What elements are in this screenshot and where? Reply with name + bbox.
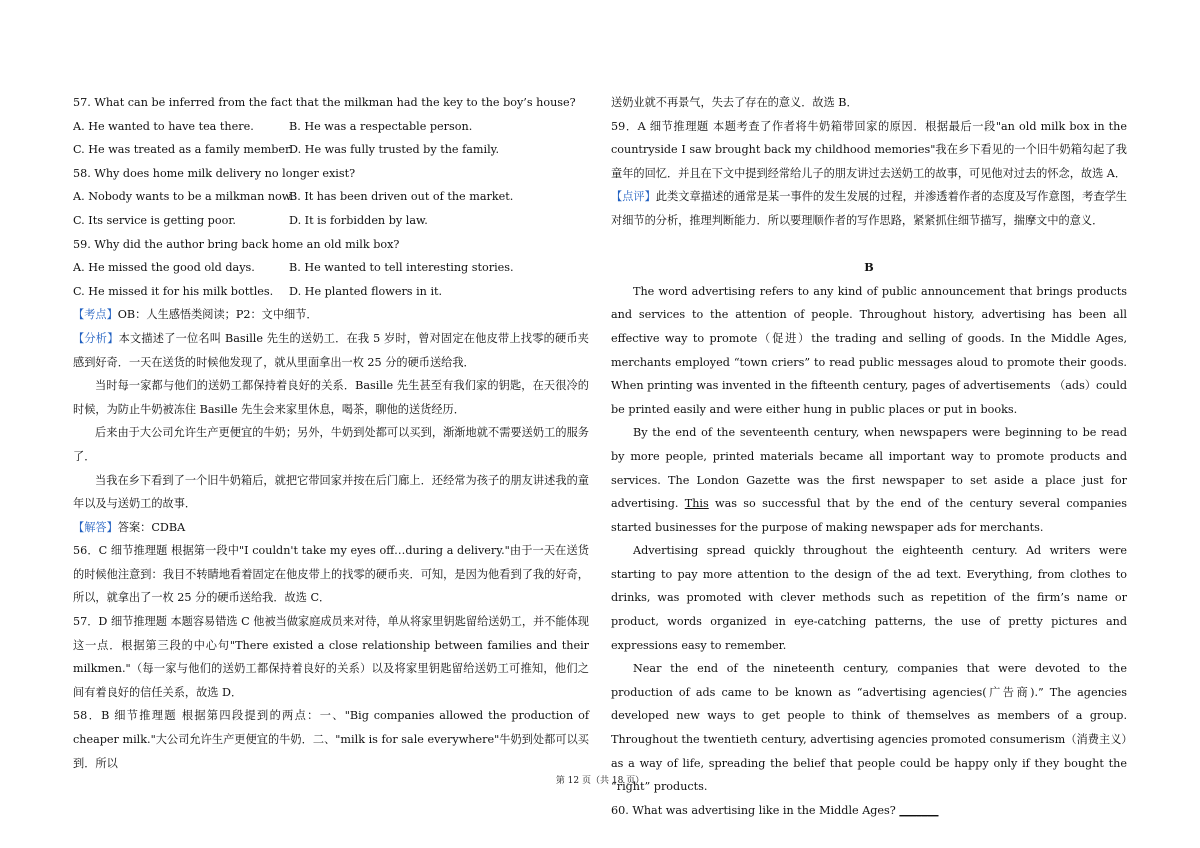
option-59-b: B. He wanted to tell interesting stories. <box>289 261 514 275</box>
paragraph-2-text-before: By the end of the seventeenth century, when newspapers were beginning to be read by more people, printed materials became all important way to promote products and services. The London Gazette was the first newspaper to set aside a place just for advertising. <box>611 426 1127 511</box>
dianping-tag: 【点评】 <box>611 190 656 204</box>
answer-59-explanation: 59．A 细节推理题 本题考查了作者将牛奶箱带回家的原因．根据最后一段"an old milk box in the countryside I saw brought back my childhood memories"我在乡下看见的一个旧牛奶箱勾起了我童年的回忆．并且在下文中提到经常给儿子的朋友讲过去送奶工的故事，可见他对过去的怀念，故选 A． <box>611 119 1127 180</box>
option-59-a: A. He missed the good old days. <box>73 261 255 275</box>
passage-paragraph-3: Advertising spread quickly throughout the eighteenth century. Ad writers were starting to pay more attention to the design of the ad text. Everything, from clothes to drinks, was promoted with clever methods such as repetition of the firm’s name or product, words organized in eye-catching patterns, the use of pretty pictures and expressions easy to remember. <box>611 544 1127 652</box>
answer-56-explanation: 56．C 细节推理题 根据第一段中"I couldn't take my eyes off…during a delivery."由于一天在送货的时候他注意到：我目不转睛地看着固定在他皮带上的找零的硬币夹．可知，是因为他看到了我的好奇，所以，就拿出了一枚 25 分的硬币送给我．故选 C． <box>73 544 589 605</box>
fenxi-paragraph-4: 当我在乡下看到了一个旧牛奶箱后，就把它带回家并按在后门廊上．还经常为孩子的朋友讲述我的童年以及与送奶工的故事． <box>73 473 589 511</box>
passage-paragraph-4: Near the end of the nineteenth century, companies that were devoted to the production of ads came to be known as “advertising agencies(广告商).” The agencies developed new ways to get people to think of themselves as members of a group. Throughout the twentieth century, advertising agencies promoted consumerism（消费主义）as a way of life, spreading the belief that people could be happy only if they bought the “right” products. <box>611 662 1127 794</box>
option-58-d: D. It is forbidden by law. <box>289 213 428 227</box>
fenxi-paragraph-3: 后来由于大公司允许生产更便宜的牛奶；另外，牛奶到处都可以买到，渐渐地就不需要送奶工的服务了． <box>73 426 589 463</box>
right-column <box>611 91 1127 822</box>
fenxi-text: 本文描述了一位名叫 Basille 先生的送奶工．在我 5 岁时，曾对固定在他皮带上找零的硬币夹感到好奇．一天在送货的时候他发现了，就从里面拿出一枚 25 分的硬币送给我． <box>73 331 589 369</box>
option-58-b: B. It has been driven out of the market. <box>289 190 514 204</box>
page-number: 第 12 页（共 18 页） <box>555 776 645 786</box>
option-57-b: B. He was a respectable person. <box>289 119 473 133</box>
answer-57-explanation: 57．D 细节推理题 本题容易错选 C 他被当做家庭成员来对待，单从将家里钥匙留给送奶工，并不能体现这一点．根据第三段的中心句"There existed a close relationship between families and their milkmen."（每一家与他们的送奶工都保持着良好的关系）以及将家里钥匙留给送奶工可推知，他们之间有着良好的信任关系，故选 D． <box>73 615 589 699</box>
options-59-row1 <box>73 256 589 280</box>
question-60-text: 60. What was advertising like in the Middle Ages? <box>611 803 900 817</box>
options-57-row2 <box>73 138 589 162</box>
jieda-section <box>73 516 589 540</box>
option-57-c: C. He was treated as a family member. <box>73 143 293 157</box>
option-57-d: D. He was fully trusted by the family. <box>289 143 500 157</box>
dianping-section <box>611 185 1127 232</box>
options-57-row1 <box>73 115 589 139</box>
fenxi-tag: 【分析】 <box>73 331 119 345</box>
answer-blank: _______ <box>899 803 939 817</box>
option-59-c: C. He missed it for his milk bottles. <box>73 284 274 298</box>
kaodian-tag: 【考点】 <box>73 308 118 322</box>
jieda-tag: 【解答】 <box>73 520 118 534</box>
underlined-word: This <box>684 497 709 511</box>
fenxi-paragraph-2: 当时每一家都与他们的送奶工都保持着良好的关系．Basille 先生甚至有我们家的钥匙，在天很冷的时候，为防止牛奶被冻住 Basille 先生会来家里休息，喝茶，聊他的送货经历． <box>73 379 589 416</box>
answer-58-explanation: 58．B 细节推理题 根据第四段提到的两点：一、"Big companies allowed the production of cheaper milk."大公司允许生产更便宜的牛奶．二、"milk is for sale everywhere"牛奶到处都可以买到．所以 <box>73 709 589 770</box>
paragraph-2-text-after: was so successful that by the end of the century several companies started businesses for the purpose of making newspaper ads for merchants. <box>611 497 1127 534</box>
section-title: B <box>864 260 874 275</box>
passage-paragraph-1: The word advertising refers to any kind of public announcement that brings products and services to the attention of people. Throughout history, advertising has been all effective way to promote（促进）the trading and selling of goods. In the Middle Ages, merchants employed “town criers” to read public messages aloud to promote their goods. When printing was invented in the fifteenth century, pages of advertisements （ads）could be printed easily and were either hung in public places or put in books. <box>611 284 1127 416</box>
answer-58-continued: 送奶业就不再景气，失去了存在的意义．故选 B． <box>611 96 858 109</box>
passage-paragraph-2 <box>611 421 1127 539</box>
section-gap <box>611 233 1127 257</box>
question-59: 59. Why did the author bring back home an old milk box? <box>73 237 400 251</box>
option-57-a: A. He wanted to have tea there. <box>73 119 254 133</box>
left-column <box>73 91 589 775</box>
option-58-a: A. Nobody wants to be a milkman now. <box>73 190 294 204</box>
fenxi-section <box>73 327 589 374</box>
question-60 <box>611 799 1127 823</box>
options-58-row2 <box>73 209 589 233</box>
options-59-row2 <box>73 280 589 304</box>
kaodian-section <box>73 303 589 327</box>
option-58-c: C. Its service is getting poor. <box>73 213 236 227</box>
kaodian-text: OB：人生感悟类阅读；P2：文中细节． <box>117 308 318 322</box>
options-58-row1 <box>73 185 589 209</box>
question-57: 57. What can be inferred from the fact that the milkman had the key to the boy’s house? <box>73 96 576 109</box>
question-58: 58. Why does home milk delivery no longer exist? <box>73 166 356 180</box>
dianping-text: 此类文章描述的通常是某一事件的发生发展的过程，并渗透着作者的态度及写作意图，考查学生对细节的分析，推理判断能力．所以要理顺作者的写作思路，紧紧抓住细节描写，揣摩文中的意义． <box>611 190 1127 227</box>
option-59-d: D. He planted flowers in it. <box>289 284 443 298</box>
jieda-text: 答案：CDBA <box>117 520 186 534</box>
